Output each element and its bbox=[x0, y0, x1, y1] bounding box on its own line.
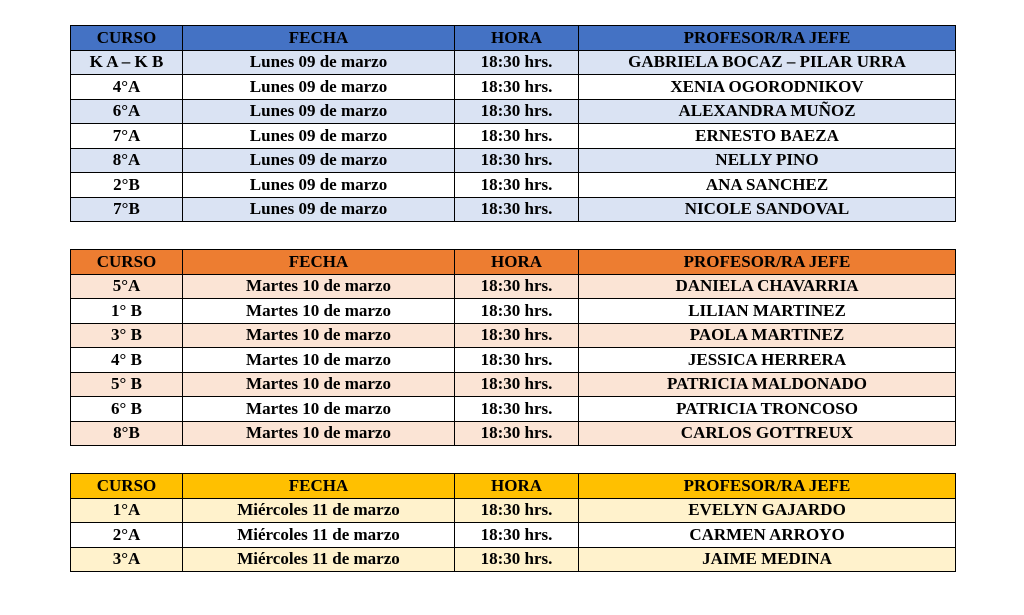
cell-profesor: ANA SANCHEZ bbox=[579, 173, 956, 198]
cell-fecha: Martes 10 de marzo bbox=[183, 274, 455, 299]
cell-fecha: Martes 10 de marzo bbox=[183, 348, 455, 373]
cell-hora: 18:30 hrs. bbox=[455, 50, 579, 75]
cell-hora: 18:30 hrs. bbox=[455, 498, 579, 523]
cell-hora: 18:30 hrs. bbox=[455, 99, 579, 124]
cell-fecha: Lunes 09 de marzo bbox=[183, 99, 455, 124]
table-row bbox=[71, 99, 956, 124]
cell-hora: 18:30 hrs. bbox=[455, 348, 579, 373]
header-hora: HORA bbox=[455, 26, 579, 51]
cell-curso: 2°A bbox=[71, 523, 183, 548]
cell-curso: 4° B bbox=[71, 348, 183, 373]
cell-curso: 4°A bbox=[71, 75, 183, 100]
cell-hora: 18:30 hrs. bbox=[455, 124, 579, 149]
header-fecha: FECHA bbox=[183, 26, 455, 51]
cell-fecha: Lunes 09 de marzo bbox=[183, 197, 455, 222]
cell-profesor: NICOLE SANDOVAL bbox=[579, 197, 956, 222]
cell-fecha: Martes 10 de marzo bbox=[183, 323, 455, 348]
cell-hora: 18:30 hrs. bbox=[455, 397, 579, 422]
cell-curso: 1°A bbox=[71, 498, 183, 523]
cell-fecha: Martes 10 de marzo bbox=[183, 372, 455, 397]
header-curso: CURSO bbox=[71, 250, 183, 275]
header-curso: CURSO bbox=[71, 474, 183, 499]
cell-hora: 18:30 hrs. bbox=[455, 197, 579, 222]
cell-fecha: Lunes 09 de marzo bbox=[183, 148, 455, 173]
table-row bbox=[71, 299, 956, 324]
table-row bbox=[71, 124, 956, 149]
cell-profesor: NELLY PINO bbox=[579, 148, 956, 173]
table-row bbox=[71, 173, 956, 198]
table-row bbox=[71, 75, 956, 100]
cell-fecha: Miércoles 11 de marzo bbox=[183, 547, 455, 572]
cell-hora: 18:30 hrs. bbox=[455, 148, 579, 173]
cell-profesor: CARMEN ARROYO bbox=[579, 523, 956, 548]
cell-hora: 18:30 hrs. bbox=[455, 274, 579, 299]
table-row bbox=[71, 372, 956, 397]
cell-hora: 18:30 hrs. bbox=[455, 75, 579, 100]
cell-profesor: JAIME MEDINA bbox=[579, 547, 956, 572]
header-profesor: PROFESOR/RA JEFE bbox=[579, 250, 956, 275]
table-row bbox=[71, 523, 956, 548]
table-header-row bbox=[71, 26, 956, 51]
cell-curso: 3° B bbox=[71, 323, 183, 348]
header-profesor: PROFESOR/RA JEFE bbox=[579, 26, 956, 51]
cell-curso: 3°A bbox=[71, 547, 183, 572]
cell-fecha: Miércoles 11 de marzo bbox=[183, 523, 455, 548]
table-row bbox=[71, 148, 956, 173]
header-fecha: FECHA bbox=[183, 474, 455, 499]
cell-profesor: DANIELA CHAVARRIA bbox=[579, 274, 956, 299]
table-row bbox=[71, 323, 956, 348]
header-hora: HORA bbox=[455, 250, 579, 275]
header-profesor: PROFESOR/RA JEFE bbox=[579, 474, 956, 499]
cell-profesor: LILIAN MARTINEZ bbox=[579, 299, 956, 324]
cell-curso: 1° B bbox=[71, 299, 183, 324]
header-curso: CURSO bbox=[71, 26, 183, 51]
table-header-row bbox=[71, 474, 956, 499]
cell-curso: 7°B bbox=[71, 197, 183, 222]
table-row bbox=[71, 498, 956, 523]
schedule-table-wednesday bbox=[70, 473, 956, 572]
cell-fecha: Martes 10 de marzo bbox=[183, 421, 455, 446]
cell-profesor: ERNESTO BAEZA bbox=[579, 124, 956, 149]
cell-profesor: PATRICIA MALDONADO bbox=[579, 372, 956, 397]
cell-curso: 6° B bbox=[71, 397, 183, 422]
cell-profesor: PAOLA MARTINEZ bbox=[579, 323, 956, 348]
table-row bbox=[71, 197, 956, 222]
cell-profesor: PATRICIA TRONCOSO bbox=[579, 397, 956, 422]
cell-fecha: Lunes 09 de marzo bbox=[183, 50, 455, 75]
cell-profesor: JESSICA HERRERA bbox=[579, 348, 956, 373]
table-header-row bbox=[71, 250, 956, 275]
cell-curso: 6°A bbox=[71, 99, 183, 124]
cell-fecha: Miércoles 11 de marzo bbox=[183, 498, 455, 523]
cell-curso: K A – K B bbox=[71, 50, 183, 75]
schedule-table-monday bbox=[70, 25, 956, 222]
cell-hora: 18:30 hrs. bbox=[455, 523, 579, 548]
cell-profesor: GABRIELA BOCAZ – PILAR URRA bbox=[579, 50, 956, 75]
cell-hora: 18:30 hrs. bbox=[455, 173, 579, 198]
cell-curso: 7°A bbox=[71, 124, 183, 149]
cell-curso: 5° B bbox=[71, 372, 183, 397]
cell-profesor: EVELYN GAJARDO bbox=[579, 498, 956, 523]
cell-fecha: Martes 10 de marzo bbox=[183, 299, 455, 324]
cell-curso: 2°B bbox=[71, 173, 183, 198]
cell-fecha: Martes 10 de marzo bbox=[183, 397, 455, 422]
table-row bbox=[71, 547, 956, 572]
cell-curso: 8°B bbox=[71, 421, 183, 446]
cell-hora: 18:30 hrs. bbox=[455, 323, 579, 348]
cell-hora: 18:30 hrs. bbox=[455, 421, 579, 446]
header-hora: HORA bbox=[455, 474, 579, 499]
cell-hora: 18:30 hrs. bbox=[455, 372, 579, 397]
cell-fecha: Lunes 09 de marzo bbox=[183, 124, 455, 149]
cell-fecha: Lunes 09 de marzo bbox=[183, 75, 455, 100]
cell-profesor: XENIA OGORODNIKOV bbox=[579, 75, 956, 100]
cell-curso: 5°A bbox=[71, 274, 183, 299]
cell-fecha: Lunes 09 de marzo bbox=[183, 173, 455, 198]
header-fecha: FECHA bbox=[183, 250, 455, 275]
table-row bbox=[71, 348, 956, 373]
cell-profesor: ALEXANDRA MUÑOZ bbox=[579, 99, 956, 124]
table-row bbox=[71, 274, 956, 299]
table-row bbox=[71, 50, 956, 75]
cell-curso: 8°A bbox=[71, 148, 183, 173]
table-row bbox=[71, 421, 956, 446]
cell-profesor: CARLOS GOTTREUX bbox=[579, 421, 956, 446]
schedule-table-tuesday bbox=[70, 249, 956, 446]
cell-hora: 18:30 hrs. bbox=[455, 299, 579, 324]
table-row bbox=[71, 397, 956, 422]
cell-hora: 18:30 hrs. bbox=[455, 547, 579, 572]
